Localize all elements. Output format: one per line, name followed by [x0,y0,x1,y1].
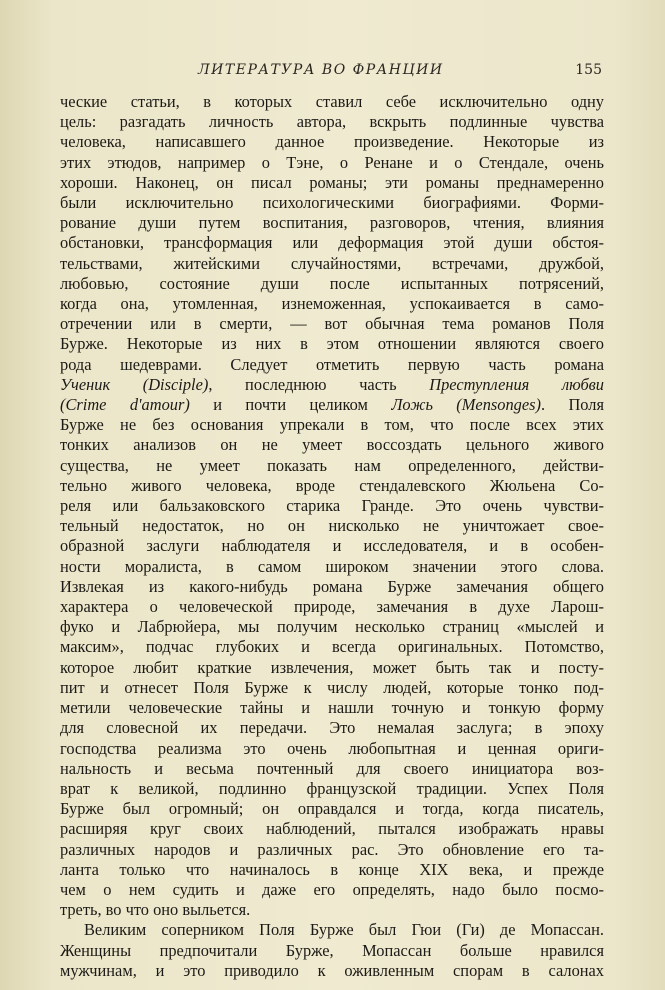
text-line: для словесной их передачи. Это немалая заслуга; в эпоху [60,718,604,738]
text-line: Великим соперником Поля Бурже был Гюи (Ги) де Мопассан. [84,920,604,940]
text-line-titles [60,395,604,415]
work-title-mensonges: Ложь (Mensonges) [391,395,541,415]
text-line: реля или бальзаковского старика Гранде. Это очень чувстви- [60,496,604,516]
page-number: 155 [575,62,602,78]
text-span: , последнюю часть [208,374,430,394]
text-line: Бурже был огромный; он оправдался и тогда, когда писатель, [60,799,604,819]
text-line: треть, во что оно выльется. [60,900,251,920]
text-span: и почти целиком [189,395,392,415]
text-line: этих этюдов, например о Тэне, о Ренане и о Стендале, очень [60,152,604,172]
text-line: врат к великой, подлинно французской традиции. Успех Поля [60,778,604,798]
work-title-crime: Преступления любви [429,374,604,394]
work-title-disciple: Ученик (Disciple) [60,374,209,394]
text-line: ности моралиста, в самом широком значении этого слова. [60,556,604,576]
text-line: Женщины предпочитали Бурже, Мопассан больше нравился [60,940,604,960]
body-text [60,92,604,981]
text-line: нальность и весьма почтенный для своего инициатора воз- [60,758,604,778]
text-line: метили человеческие тайны и нашли точную и тонкую форму [60,698,604,718]
text-line: тонких анализов он не умеет воссоздать цельного живого [60,435,604,455]
text-line: ческие статьи, в которых ставил себе исключительно одну [60,92,604,111]
text-line: отречении или в смерти, — вот обычная тема романов Поля [60,314,604,334]
text-line: которое любит краткие извлечения, может быть так и посту- [60,657,604,677]
text-line: ланта только что начиналось в конце XIX века, и прежде [60,859,604,879]
running-head [62,62,602,84]
text-line-titles [60,375,604,395]
text-line: пит и отнесет Поля Бурже к числу людей, которые тонко под- [60,677,604,697]
text-line: цель: разгадать личность автора, вскрыть подлинные чувства [60,112,604,132]
text-line: фуко и Лабрюйера, мы получим несколько страниц «мыслей и [60,617,604,637]
text-line: образной заслуги наблюдателя и исследователя, и в особен- [60,536,604,556]
text-line: господства реализма это очень любопытная и ценная ориги- [60,738,604,758]
running-title: ЛИТЕРАТУРА ВО ФРАНЦИИ [198,62,444,78]
text-line: тельно живого человека, вроде стендалевского Жюльена Со- [60,475,604,495]
text-line: когда она, утомленная, изнеможенная, успокаивается в само- [60,294,604,314]
text-line: тельствами, житейскими случайностями, встречами, дружбой, [60,253,604,273]
text-line: характера о человеческой природе, замечания в духе Ларош- [60,597,604,617]
text-line: максим», подчас глубоких и всегда оригинальных. Потомство, [60,637,604,657]
text-line: обстановки, трансформация или деформация этой души обстоя- [60,233,604,253]
work-title-crime-fr: (Crime d'amour) [60,395,190,415]
text-line: различных народов и различных рас. Это обновление его та- [60,839,604,859]
text-line: рование души путем воспитания, разговоров, чтения, влияния [60,213,604,233]
text-line: Бурже не без основания упрекали в том, что после всех этих [60,415,604,435]
text-line: чем о нем судить и даже его определять, надо было посмо- [60,879,604,899]
text-line: рода шедеврами. Следует отметить первую часть романа [60,354,604,374]
text-span: . Поля [540,395,604,415]
text-line: были исключительно психологическими биографиями. Форми- [60,193,604,213]
text-line: существа, не умеет показать нам определенного, действи- [60,455,604,475]
text-line: Бурже. Некоторые из них в этом отношении являются своего [60,334,604,354]
text-line: Извлекая из какого-нибудь романа Бурже замечания общего [60,576,604,596]
text-line: любовью, состояние души после испытанных потрясений, [60,273,604,293]
text-line: мужчинам, и это приводило к оживленным спорам в салонах [60,960,604,980]
text-line: хороши. Наконец, он писал романы; эти романы преднамеренно [60,172,604,192]
text-line: расширяя круг своих наблюдений, пытался изображать нравы [60,819,604,839]
text-line: тельный недостаток, но он нисколько не уничтожает свое- [60,516,604,536]
text-line: человека, написавшего данное произведение. Некоторые из [60,132,604,152]
